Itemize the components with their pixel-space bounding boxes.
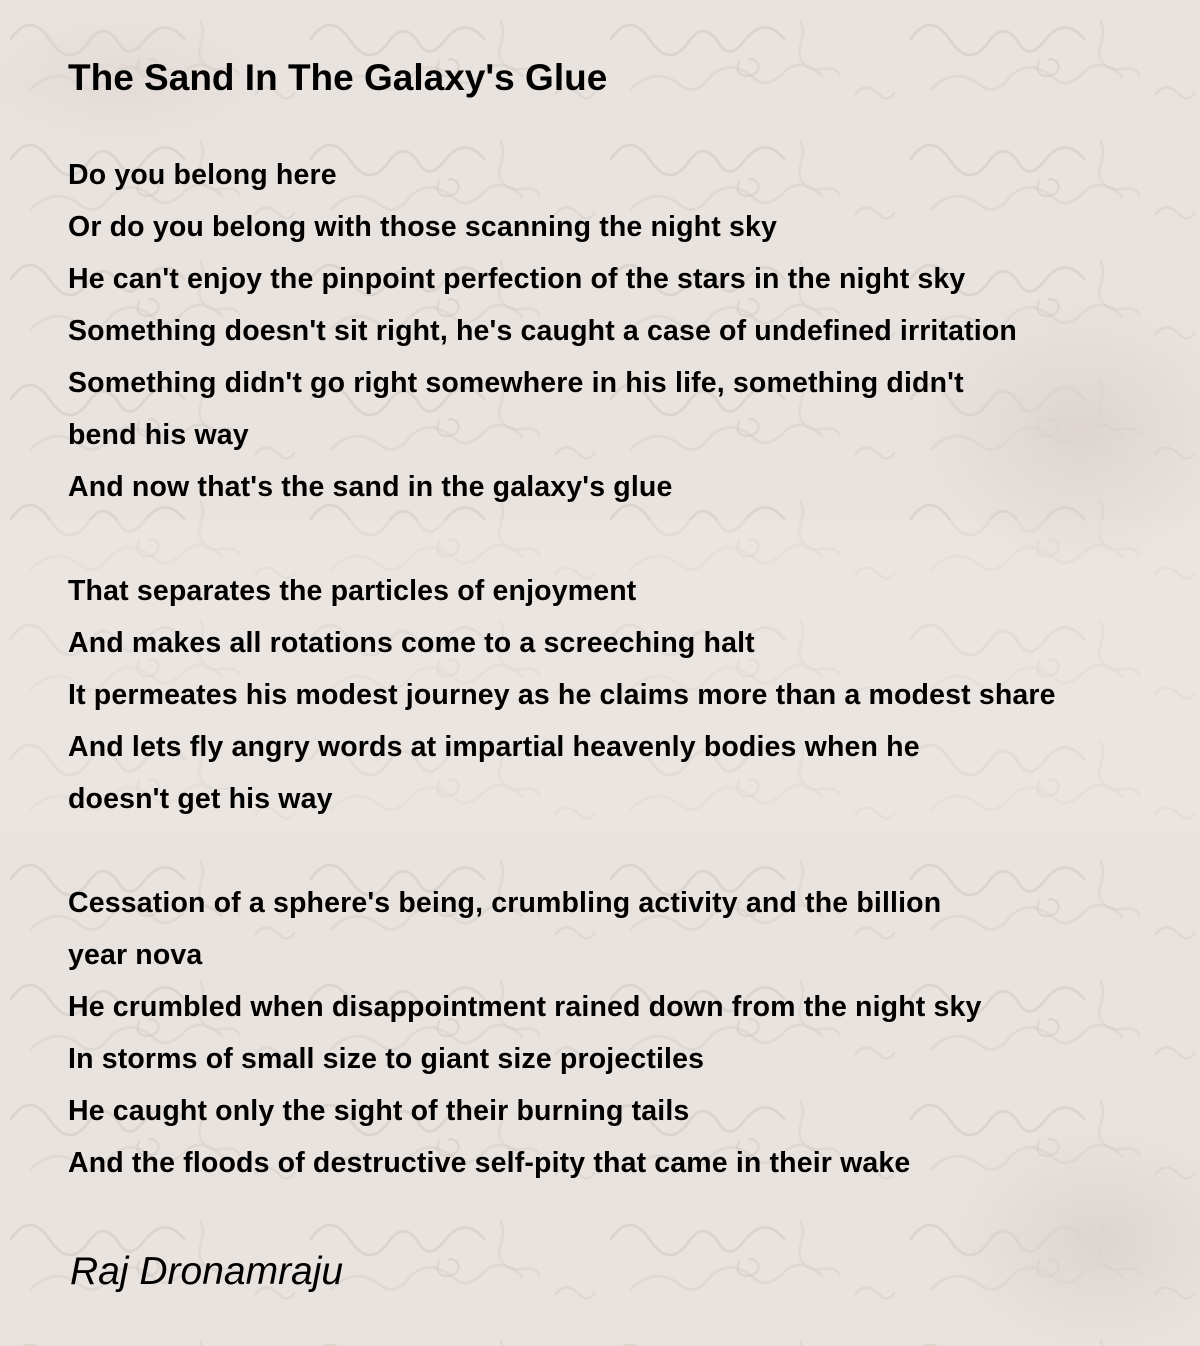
poem-line: Something doesn't sit right, he's caught a case of undefined irritation: [68, 315, 1017, 347]
stanza-1: [68, 149, 1017, 513]
poem-line: Do you belong here: [68, 159, 337, 191]
poem-line: Cessation of a sphere's being, crumbling activity and the billion: [68, 887, 942, 919]
poem-line: He can't enjoy the pinpoint perfection of the stars in the night sky: [68, 263, 966, 295]
poem-line: He crumbled when disappointment rained down from the night sky: [68, 991, 982, 1023]
poem-line: That separates the particles of enjoyment: [68, 575, 637, 607]
poem-author: Raj Dronamraju: [70, 1250, 344, 1293]
poem-line: In storms of small size to giant size projectiles: [68, 1043, 705, 1075]
poem-line: bend his way: [68, 419, 249, 451]
poem-line: doesn't get his way: [68, 783, 333, 815]
stanza-2: [68, 565, 1056, 825]
poem-page: [68, 0, 1193, 1346]
poem-line: year nova: [68, 939, 203, 971]
poem-line: And lets fly angry words at impartial heavenly bodies when he: [68, 731, 920, 763]
poem-line: And now that's the sand in the galaxy's glue: [68, 471, 673, 503]
poem-line: Something didn't go right somewhere in his life, something didn't: [68, 367, 964, 399]
poem-line: And makes all rotations come to a screeching halt: [68, 627, 755, 659]
poem-line: Or do you belong with those scanning the night sky: [68, 211, 777, 243]
poem-line: He caught only the sight of their burning tails: [68, 1095, 690, 1127]
stanza-3: [68, 877, 981, 1189]
poem-line: It permeates his modest journey as he claims more than a modest share: [68, 679, 1056, 711]
poem-title: The Sand In The Galaxy's Glue: [68, 57, 608, 98]
poem-line: And the floods of destructive self-pity that came in their wake: [68, 1147, 911, 1179]
